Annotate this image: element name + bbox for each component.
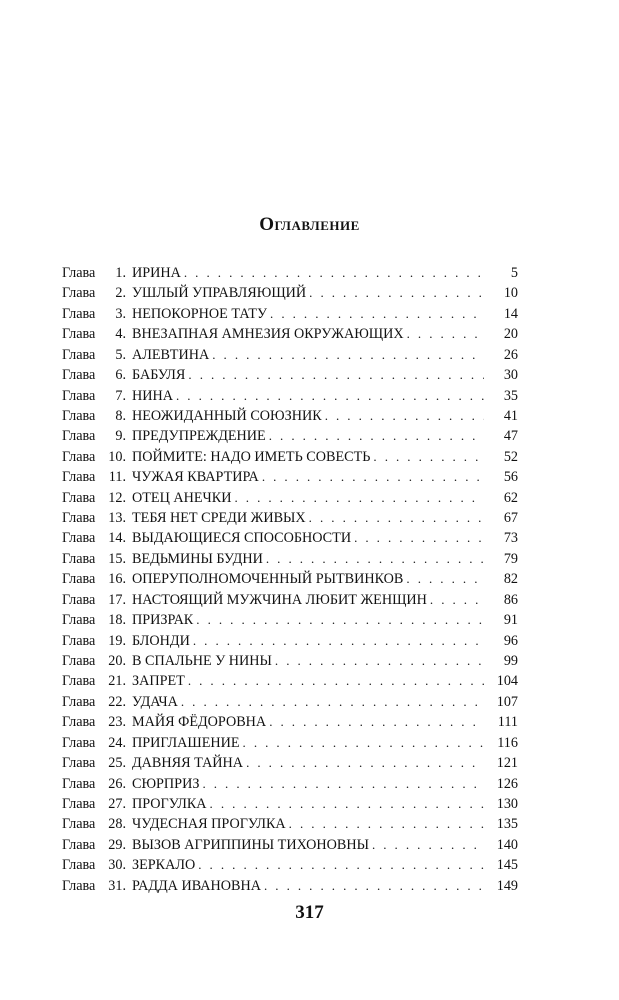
chapter-page-number: 86 <box>503 591 518 608</box>
dot-leader <box>246 753 484 773</box>
table-of-contents <box>62 263 518 896</box>
toc-entry <box>62 733 518 753</box>
dot-leader <box>264 876 484 896</box>
dot-leader <box>289 814 484 834</box>
toc-entry <box>62 855 518 875</box>
toc-entry <box>62 835 518 855</box>
chapter-word: Глава <box>62 714 96 731</box>
toc-entry-label <box>62 855 198 875</box>
chapter-title: ВЕДЬМИНЫ БУДНИ <box>132 550 263 567</box>
toc-entry <box>62 569 518 589</box>
chapter-page-number: 126 <box>496 775 518 792</box>
chapter-title: ВЫДАЮЩИЕСЯ СПОСОБНОСТИ <box>132 530 352 547</box>
chapter-number: 17. <box>108 591 126 608</box>
dot-leader <box>184 263 484 283</box>
chapter-number: 26. <box>108 775 126 792</box>
chapter-title: БЛОНДИ <box>132 632 190 649</box>
toc-entry <box>62 692 518 712</box>
chapter-number: 6. <box>115 367 126 384</box>
dot-leader <box>181 692 484 712</box>
chapter-title: НАСТОЯЩИЙ МУЖЧИНА ЛЮБИТ ЖЕНЩИН <box>132 591 427 608</box>
chapter-number: 11. <box>108 469 126 486</box>
chapter-number: 14. <box>108 530 126 547</box>
toc-entry-label <box>62 549 266 569</box>
dot-leader <box>196 610 484 630</box>
dot-leader <box>243 733 484 753</box>
toc-entry-label <box>62 467 262 487</box>
dot-leader <box>270 304 484 324</box>
chapter-word: Глава <box>62 755 96 772</box>
chapter-title: НЕПОКОРНОЕ ТАТУ <box>132 305 268 322</box>
chapter-page-number: 107 <box>496 693 518 710</box>
chapter-number: 12. <box>108 489 126 506</box>
dot-leader <box>234 488 484 508</box>
chapter-page-number: 149 <box>496 877 518 894</box>
chapter-page-number: 52 <box>503 448 518 465</box>
chapter-number: 18. <box>108 612 126 629</box>
chapter-number: 7. <box>115 387 126 404</box>
toc-entry-label <box>62 671 188 691</box>
toc-entry <box>62 631 518 651</box>
toc-entry <box>62 671 518 691</box>
chapter-number: 8. <box>115 407 126 424</box>
toc-entry-label <box>62 426 269 446</box>
chapter-number: 31. <box>108 877 126 894</box>
chapter-word: Глава <box>62 816 96 833</box>
chapter-word: Глава <box>62 285 96 302</box>
chapter-page-number: 111 <box>497 714 518 731</box>
toc-entry-label <box>62 324 407 344</box>
chapter-number: 15. <box>108 550 126 567</box>
chapter-page-number: 47 <box>503 428 518 445</box>
chapter-title: НИНА <box>132 387 173 404</box>
toc-entry-label <box>62 447 373 467</box>
dot-leader <box>176 386 484 406</box>
chapter-page-number: 35 <box>503 387 518 404</box>
toc-entry <box>62 610 518 630</box>
chapter-title: ЧУЖАЯ КВАРТИРА <box>132 469 259 486</box>
chapter-number: 2. <box>115 285 126 302</box>
chapter-page-number: 20 <box>503 326 518 343</box>
dot-leader <box>373 447 484 467</box>
chapter-word: Глава <box>62 407 96 424</box>
chapter-word: Глава <box>62 857 96 874</box>
toc-entry <box>62 406 518 426</box>
chapter-title: ПРИГЛАШЕНИЕ <box>132 734 240 751</box>
chapter-page-number: 99 <box>503 653 518 670</box>
toc-entry <box>62 528 518 548</box>
toc-entry <box>62 304 518 324</box>
chapter-number: 19. <box>108 632 126 649</box>
toc-entry <box>62 324 518 344</box>
toc-entry-label <box>62 508 309 528</box>
chapter-word: Глава <box>62 448 96 465</box>
chapter-page-number: 79 <box>503 550 518 567</box>
toc-entry <box>62 386 518 406</box>
toc-entry <box>62 488 518 508</box>
toc-entry <box>62 345 518 365</box>
dot-leader <box>407 324 484 344</box>
chapter-word: Глава <box>62 693 96 710</box>
dot-leader <box>210 794 484 814</box>
dot-leader <box>262 467 484 487</box>
chapter-word: Глава <box>62 510 96 527</box>
chapter-word: Глава <box>62 591 96 608</box>
chapter-title: НЕОЖИДАННЫЙ СОЮЗНИК <box>132 407 322 424</box>
chapter-title: ОПЕРУПОЛНОМОЧЕННЫЙ РЫТВИНКОВ <box>132 571 404 588</box>
dot-leader <box>188 671 484 691</box>
chapter-number: 1. <box>115 265 126 281</box>
chapter-number: 4. <box>115 326 126 343</box>
toc-entry-label <box>62 283 309 303</box>
dot-leader <box>269 426 484 446</box>
chapter-word: Глава <box>62 367 96 384</box>
dot-leader <box>275 651 484 671</box>
toc-entry-label <box>62 590 430 610</box>
chapter-page-number: 145 <box>496 857 518 874</box>
chapter-page-number: 10 <box>503 285 518 302</box>
chapter-word: Глава <box>62 305 96 322</box>
chapter-page-number: 135 <box>496 816 518 833</box>
dot-leader <box>325 406 484 426</box>
chapter-word: Глава <box>62 469 96 486</box>
chapter-page-number: 121 <box>496 755 518 772</box>
chapter-word: Глава <box>62 326 96 343</box>
chapter-page-number: 140 <box>496 836 518 853</box>
chapter-word: Глава <box>62 673 96 690</box>
chapter-number: 13. <box>108 510 126 527</box>
chapter-title: ЗАПРЕТ <box>132 673 185 690</box>
toc-entry <box>62 365 518 385</box>
chapter-page-number: 96 <box>503 632 518 649</box>
chapter-number: 20. <box>108 653 126 670</box>
chapter-title: ПОЙМИТЕ: НАДО ИМЕТЬ СОВЕСТЬ <box>132 448 371 465</box>
page-title: Оглавление <box>259 214 360 235</box>
toc-entry-label <box>62 733 243 753</box>
toc-entry <box>62 794 518 814</box>
chapter-number: 16. <box>108 571 126 588</box>
chapter-word: Глава <box>62 612 96 629</box>
toc-entry <box>62 263 518 283</box>
toc-entry <box>62 876 518 896</box>
toc-entry-label <box>62 631 193 651</box>
toc-entry <box>62 467 518 487</box>
page-number: 317 <box>295 902 324 923</box>
chapter-number: 10. <box>108 448 126 465</box>
chapter-title: ПРОГУЛКА <box>132 795 207 812</box>
toc-entry <box>62 774 518 794</box>
toc-entry <box>62 426 518 446</box>
chapter-title: БАБУЛЯ <box>132 367 186 384</box>
chapter-page-number: 67 <box>503 510 518 527</box>
chapter-page-number: 73 <box>503 530 518 547</box>
dot-leader <box>212 345 484 365</box>
chapter-number: 30. <box>108 857 126 874</box>
toc-entry-label <box>62 304 270 324</box>
chapter-word: Глава <box>62 795 96 812</box>
chapter-number: 24. <box>108 734 126 751</box>
chapter-page-number: 26 <box>503 346 518 363</box>
toc-entry-label <box>62 528 354 548</box>
toc-entry-label <box>62 692 181 712</box>
chapter-word: Глава <box>62 387 96 404</box>
dot-leader <box>354 528 484 548</box>
chapter-page-number: 41 <box>503 407 518 424</box>
chapter-page-number: 116 <box>497 734 518 751</box>
dot-leader <box>406 569 484 589</box>
chapter-title: ТЕБЯ НЕТ СРЕДИ ЖИВЫХ <box>132 510 306 527</box>
dot-leader <box>309 508 484 528</box>
chapter-page-number: 56 <box>503 469 518 486</box>
chapter-word: Глава <box>62 265 96 281</box>
toc-entry-label <box>62 835 372 855</box>
toc-entry-label <box>62 263 184 283</box>
chapter-title: ЧУДЕСНАЯ ПРОГУЛКА <box>132 816 286 833</box>
chapter-title: ВНЕЗАПНАЯ АМНЕЗИЯ ОКРУЖАЮЩИХ <box>132 326 404 343</box>
chapter-number: 27. <box>108 795 126 812</box>
chapter-page-number: 14 <box>503 305 518 322</box>
toc-entry <box>62 712 518 732</box>
chapter-number: 22. <box>108 693 126 710</box>
chapter-page-number: 30 <box>503 367 518 384</box>
dot-leader <box>188 365 484 385</box>
dot-leader <box>269 712 484 732</box>
chapter-word: Глава <box>62 836 96 853</box>
dot-leader <box>430 590 484 610</box>
toc-entry-label <box>62 406 325 426</box>
chapter-page-number: 91 <box>503 612 518 629</box>
chapter-word: Глава <box>62 653 96 670</box>
chapter-word: Глава <box>62 489 96 506</box>
chapter-number: 5. <box>115 346 126 363</box>
toc-entry-label <box>62 774 202 794</box>
toc-entry <box>62 590 518 610</box>
toc-entry-label <box>62 610 196 630</box>
chapter-page-number: 130 <box>496 795 518 812</box>
chapter-title: ИРИНА <box>132 265 181 281</box>
chapter-word: Глава <box>62 775 96 792</box>
toc-entry <box>62 753 518 773</box>
chapter-word: Глава <box>62 550 96 567</box>
chapter-title: ПРИЗРАК <box>132 612 194 629</box>
toc-entry-label <box>62 345 212 365</box>
chapter-page-number: 82 <box>503 571 518 588</box>
toc-entry <box>62 283 518 303</box>
toc-entry-label <box>62 386 176 406</box>
toc-entry <box>62 814 518 834</box>
chapter-page-number: 62 <box>503 489 518 506</box>
chapter-number: 23. <box>108 714 126 731</box>
toc-entry-label <box>62 712 269 732</box>
toc-entry-label <box>62 651 275 671</box>
chapter-word: Глава <box>62 428 96 445</box>
chapter-title: ОТЕЦ АНЕЧКИ <box>132 489 232 506</box>
chapter-number: 25. <box>108 755 126 772</box>
dot-leader <box>198 855 484 875</box>
chapter-number: 9. <box>115 428 126 445</box>
chapter-number: 3. <box>115 305 126 322</box>
chapter-title: УШЛЫЙ УПРАВЛЯЮЩИЙ <box>132 285 307 302</box>
chapter-word: Глава <box>62 877 96 894</box>
chapter-word: Глава <box>62 632 96 649</box>
toc-entry <box>62 447 518 467</box>
chapter-word: Глава <box>62 734 96 751</box>
dot-leader <box>266 549 484 569</box>
chapter-title: ПРЕДУПРЕЖДЕНИЕ <box>132 428 266 445</box>
chapter-title: ДАВНЯЯ ТАЙНА <box>132 755 244 772</box>
dot-leader <box>202 774 484 794</box>
chapter-title: ЗЕРКАЛО <box>132 857 196 874</box>
chapter-number: 28. <box>108 816 126 833</box>
toc-entry-label <box>62 814 289 834</box>
toc-entry-label <box>62 569 406 589</box>
toc-entry-label <box>62 753 246 773</box>
dot-leader <box>193 631 484 651</box>
chapter-number: 29. <box>108 836 126 853</box>
toc-entry-label <box>62 488 234 508</box>
chapter-number: 21. <box>108 673 126 690</box>
chapter-page-number: 104 <box>496 673 518 690</box>
dot-leader <box>309 283 484 303</box>
chapter-title: АЛЕВТИНА <box>132 346 210 363</box>
chapter-title: РАДДА ИВАНОВНА <box>132 877 261 894</box>
toc-entry-label <box>62 876 264 896</box>
chapter-word: Глава <box>62 530 96 547</box>
toc-entry-label <box>62 794 210 814</box>
toc-entry-label <box>62 365 188 385</box>
toc-entry <box>62 651 518 671</box>
chapter-title: МАЙЯ ФЁДОРОВНА <box>132 714 267 731</box>
chapter-word: Глава <box>62 346 96 363</box>
toc-entry <box>62 508 518 528</box>
toc-entry <box>62 549 518 569</box>
chapter-title: СЮРПРИЗ <box>132 775 200 792</box>
chapter-word: Глава <box>62 571 96 588</box>
chapter-page-number: 5 <box>510 265 518 281</box>
chapter-title: УДАЧА <box>132 693 178 710</box>
chapter-title: В СПАЛЬНЕ У НИНЫ <box>132 653 272 670</box>
chapter-title: ВЫЗОВ АГРИППИНЫ ТИХОНОВНЫ <box>132 836 369 853</box>
dot-leader <box>372 835 484 855</box>
